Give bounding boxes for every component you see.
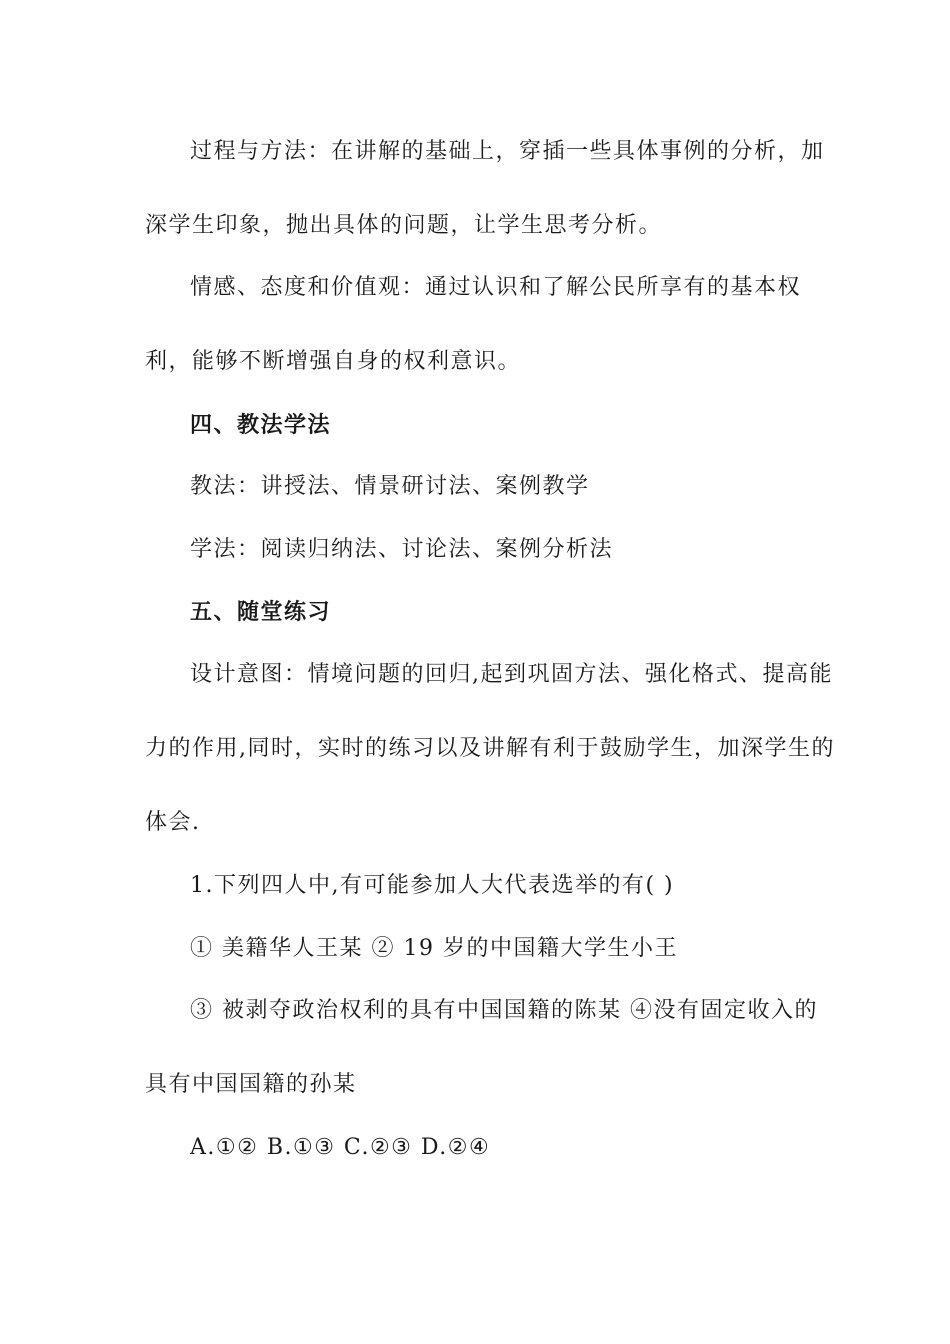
learning-method-line: 学法：阅读归纳法、讨论法、案例分析法 [190,537,614,562]
process-method-line-2: 深学生印象，抛出具体的问题，让学生思考分析。 [145,213,663,238]
question-1: 1.下列四人中,有可能参加人大代表选举的有( ) [190,873,675,898]
question-options-line-2: ③ 被剥夺政治权利的具有中国国籍的陈某 ④没有固定收入的 [190,998,818,1023]
section-heading-four: 四、教法学法 [190,412,332,438]
question-options-line-1: ① 美籍华人王某 ② 19 岁的中国籍大学生小王 [190,936,678,961]
emotion-values-line-2: 利，能够不断增强自身的权利意识。 [145,349,522,374]
question-options-line-3: 具有中国国籍的孙某 [145,1072,357,1097]
teaching-method-line: 教法：讲授法、情景研讨法、案例教学 [190,474,590,499]
section-heading-five: 五、随堂练习 [190,599,332,625]
emotion-values-line-1: 情感、态度和价值观：通过认识和了解公民所享有的基本权 [190,275,802,300]
answer-choices: A.①② B.①③ C.②③ D.②④ [190,1135,491,1160]
design-intent-line-1: 设计意图：情境问题的回归,起到巩固方法、强化格式、提高能 [190,662,833,687]
design-intent-line-3: 体会. [145,810,201,835]
design-intent-line-2: 力的作用,同时，实时的练习以及讲解有利于鼓励学生，加深学生的 [145,736,835,761]
process-method-line-1: 过程与方法：在讲解的基础上，穿插一些具体事例的分析，加 [190,139,825,164]
